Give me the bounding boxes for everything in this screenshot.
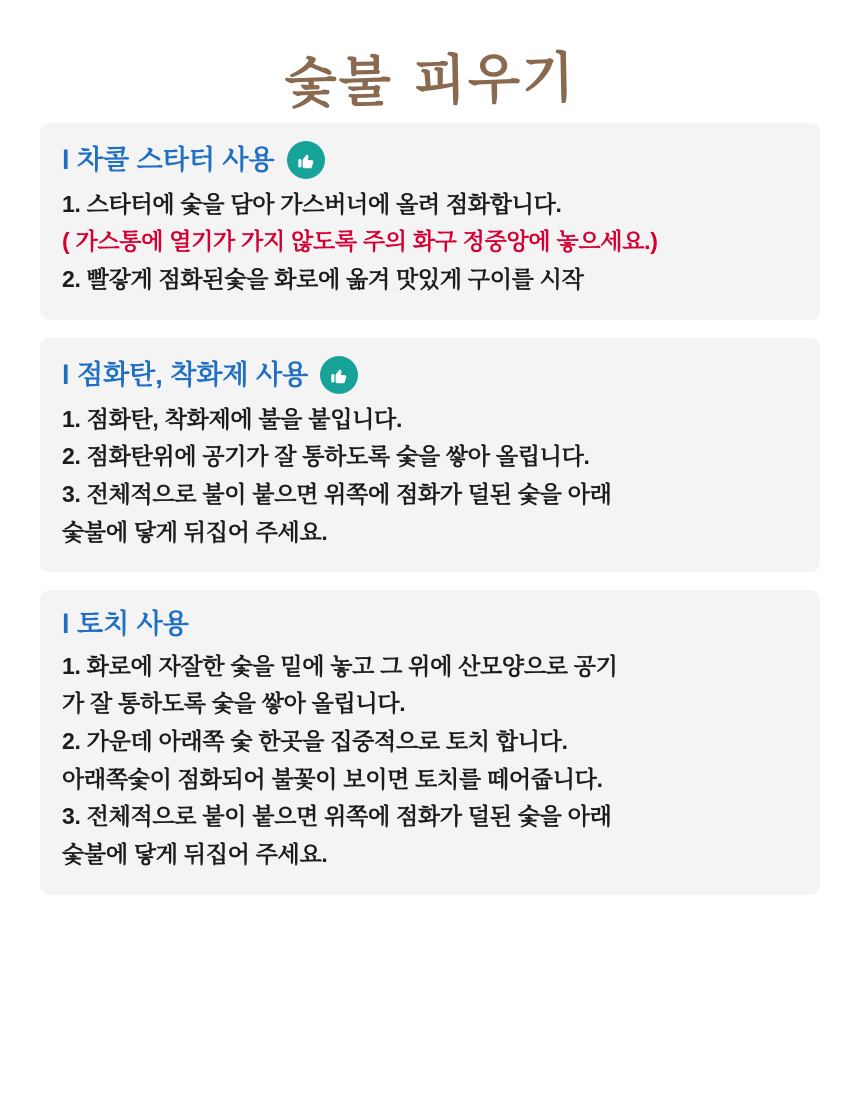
section-header [62,608,798,640]
warning-line: ( 가스통에 열기가 가지 않도록 주의 화구 정중앙에 놓으세요.) [62,228,658,255]
page-title: 숯불 피우기 [283,44,577,116]
section-header [62,141,798,179]
section-title: l 차콜 스타터 사용 [62,144,275,175]
instruction-line: 3. 전체적으로 붙이 붙으면 위쪽에 점화가 덜된 숯을 아래 [62,803,612,830]
instruction-line: 2. 빨갛게 점화된숯을 화로에 옮겨 맛있게 구이를 시작 [62,266,584,293]
section-header [62,356,798,394]
instruction-line: 1. 화로에 자잘한 숯을 밑에 놓고 그 위에 산모양으로 공기 [62,652,618,679]
instruction-line: 숯불에 닿게 뒤집어 주세요. [62,518,328,545]
thumbs-up-icon [320,356,358,394]
instruction-line: 2. 점화탄위에 공기가 잘 통하도록 숯을 쌓아 올립니다. [62,443,590,470]
instruction-line: 아래쪽숯이 점화되어 불꽃이 보이면 토치를 떼어줍니다. [62,765,603,792]
thumbs-up-icon [287,141,325,179]
sections-container [40,123,820,895]
instruction-line: 가 잘 통하도록 숯을 쌓아 올립니다. [62,690,406,717]
instruction-line: 1. 점화탄, 착화제에 불을 붙입니다. [62,405,403,432]
section-title: l 토치 사용 [62,609,189,640]
section-card [40,123,820,320]
section-card [40,338,820,573]
instruction-line: 3. 전체적으로 불이 붙으면 위쪽에 점화가 덜된 숯을 아래 [62,481,612,507]
instruction-line: 1. 스타터에 숯을 담아 가스버너에 올려 점화합니다. [62,190,562,217]
section-title: l 점화탄, 착화제 사용 [62,359,309,390]
instruction-line: 2. 가운데 아래쪽 숯 한곳을 집중적으로 토치 합니다. [62,727,568,754]
section-card [40,590,820,894]
instruction-line: 숯불에 닿게 뒤집어 주세요. [62,840,328,867]
